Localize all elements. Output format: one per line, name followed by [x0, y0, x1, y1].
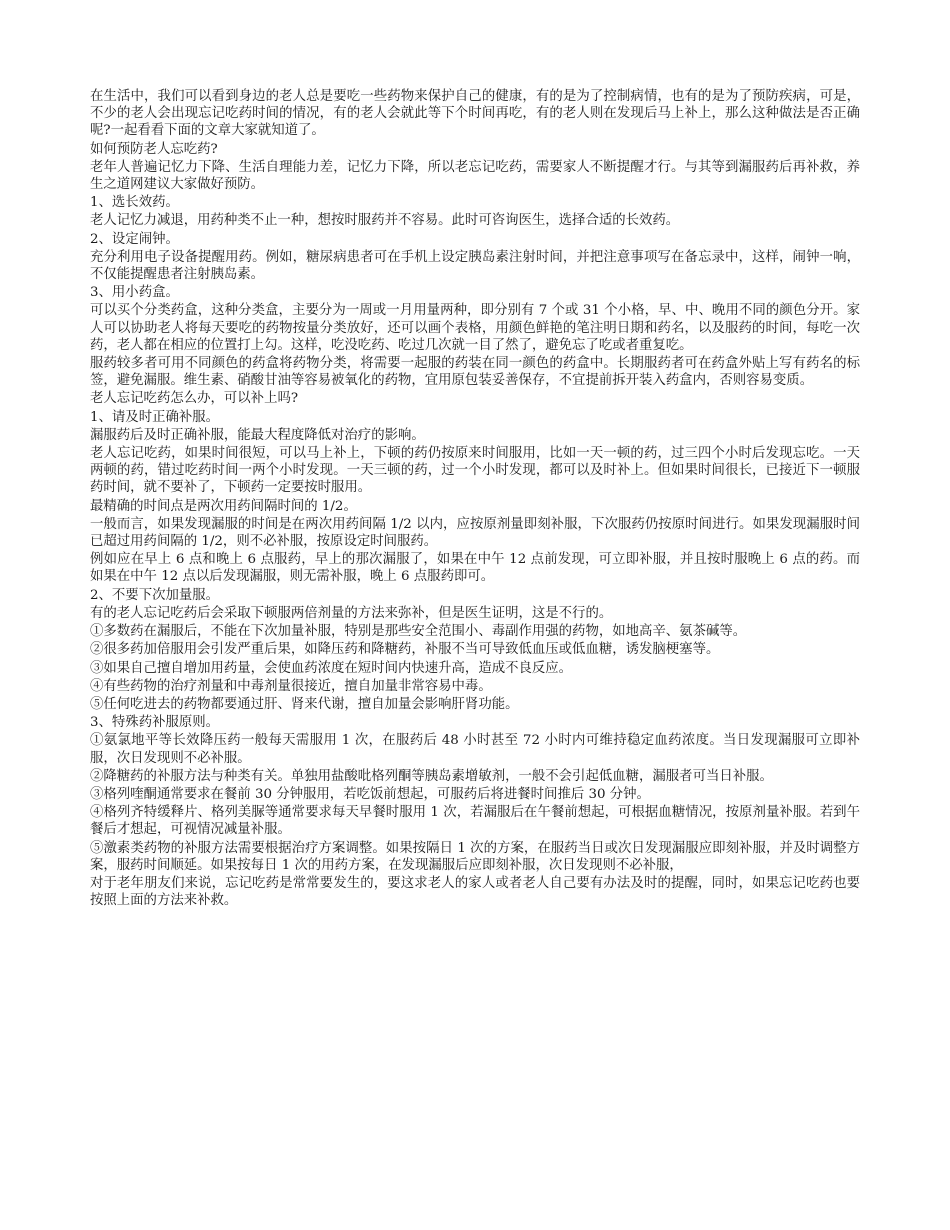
list-item: ⑤任何吃进去的药物都要通过肝、肾来代谢，擅自加量会影响肝肾功能。: [90, 696, 519, 712]
list-item: ④有些药物的治疗剂量和中毒剂量很接近，擅自加量非常容易中毒。: [90, 678, 492, 694]
rule-heading-timely: 1、请及时正确补服。: [90, 409, 220, 425]
rule-text-general: 一般而言，如果发现漏服的时间是在两次用药间隔 1/2 以内，应按原剂量即刻补服，下次服药仍按原时间进行。如果发现漏服时间已超过用药间隔的 1/2，则不必补服，按原设定时间服药。: [90, 516, 860, 550]
tip-heading-pill-box: 3、用小药盒。: [90, 285, 179, 301]
rule-text-timing-examples: 老人忘记吃药，如果时间很短，可以马上补上，下顿的药仍按原来时间服用，比如一天一顿的药，过三四个小时后发现忘吃。一天两顿的药，错过吃药时间一两个小时发现。一天三顿的药，过一个小时发现，都可以及时补上。但如果时间很长，已接近下一顿服药时间，就不要补了，下顿药一定要按时服用。: [90, 446, 860, 496]
tip-heading-long-acting: 1、选长效药。: [90, 195, 179, 211]
intro-paragraph: 在生活中，我们可以看到身边的老人总是要吃一些药物来保护自己的健康，有的是为了控制病情，也有的是为了预防疾病，可是，不少的老人会出现忘记吃药时间的情况，有的老人会就此等下个时间再吃，有的老人则在发现后马上补上，那么这种做法是否正确呢?一起看看下面的文章大家就知道了。: [90, 89, 860, 139]
rule-heading-no-double: 2、不要下次加量服。: [90, 587, 220, 603]
list-item: ③如果自己擅自增加用药量，会使血药浓度在短时间内快速升高，造成不良反应。: [90, 660, 573, 676]
rule-text-no-double: 有的老人忘记吃药后会采取下顿服两倍剂量的方法来弥补，但是医生证明，这是不行的。: [90, 605, 613, 621]
rule-heading-special: 3、特殊药补服原则。: [90, 715, 220, 731]
list-item: ⑤激素类药物的补服方法需要根据治疗方案调整。如果按隔日 1 次的方案，在服药当日或次日发现漏服应即刻补服，并及时调整方案，服药时间顺延。如果按每日 1 次的用药方案，在发现漏服后应即刻补服，次日发现则不必补服，: [90, 840, 860, 873]
rule-text-timely: 漏服药后及时正确补服，能最大程度降低对治疗的影响。: [90, 427, 425, 443]
list-item: ①氨氯地平等长效降压药一般每天需服用 1 次，在服药后 48 小时甚至 72 小时内可维持稳定血药浓度。当日发现漏服可立即补服，次日发现则不必补服。: [90, 733, 860, 766]
section-heading-missed-dose: 老人忘记吃药怎么办，可以补上吗?: [90, 391, 299, 407]
list-item: ③格列喹酮通常要求在餐前 30 分钟服用，若吃饭前想起，可服药后将进餐时间推后 30 分钟。: [90, 786, 650, 802]
rule-text-example: 例如应在早上 6 点和晚上 6 点服药，早上的那次漏服了，如果在中午 12 点前发现，可立即补服，并且按时服晚上 6 点的药。而如果在中午 12 点以后发现漏服，则无需补服，晚上 6 点服药即可。: [90, 552, 860, 585]
rule-text-half-interval: 最精确的时间点是两次用药间隔时间的 1/2。: [90, 498, 357, 514]
list-item: ①多数药在漏服后，不能在下次加量补服，特别是那些安全范围小、毒副作用强的药物，如地高辛、氨茶碱等。: [90, 624, 747, 640]
prevention-intro-paragraph: 老年人普遍记忆力下降、生活自理能力差，记忆力下降，所以老忘记吃药，需要家人不断提醒才行。与其等到漏服药后再补救，养生之道网建议大家做好预防。: [90, 159, 860, 193]
closing-paragraph: 对于老年朋友们来说，忘记吃药是常常要发生的，要这求老人的家人或者老人自己要有办法及时的提醒，同时，如果忘记吃药也要按照上面的方法来补救。: [90, 875, 860, 909]
tip-text-alarm: 充分利用电子设备提醒用药。例如，糖尿病患者可在手机上设定胰岛素注射时间，并把注意事项写在备忘录中，这样，闹钟一响，不仅能提醒患者注射胰岛素。: [90, 249, 860, 283]
tip-text-long-acting: 老人记忆力减退，用药种类不止一种，想按时服药并不容易。此时可咨询医生，选择合适的长效药。: [90, 213, 680, 229]
section-heading-prevention: 如何预防老人忘吃药?: [90, 141, 218, 157]
list-item: ②很多药加倍服用会引发严重后果，如降压药和降糖药，补服不当可导致低血压或低血糖，诱发脑梗塞等。: [90, 642, 720, 658]
list-item: ④格列齐特缓释片、格列美脲等通常要求每天早餐时服用 1 次，若漏服后在午餐前想起，可根据血糖情况，按原剂量补服。若到午餐后才想起，可视情况减量补服。: [90, 805, 860, 838]
tip-heading-alarm: 2、设定闹钟。: [90, 231, 179, 247]
tip-text-pill-box: 可以买个分类药盒，这种分类盒，主要分为一周或一月用量两种，即分别有 7 个或 31 个小格，早、中、晚用不同的颜色分开。家人可以协助老人将每天要吃的药物按量分类放好，还可以画个表格，用颜色鲜艳的笔注明日期和药名，以及服药的时间，每吃一次药，老人都在相应的位置打上勾。这样，吃没吃药、吃过几次就一目了然了，避免忘了吃或者重复吃。: [90, 303, 860, 353]
list-item: ②降糖药的补服方法与种类有关。单独用盐酸吡格列酮等胰岛素增敏剂，一般不会引起低血糖，漏服者可当日补服。: [90, 768, 773, 784]
tip-text-pill-box-colors: 服药较多者可用不同颜色的药盒将药物分类，将需要一起服的药装在同一颜色的药盒中。长期服药者可在药盒外贴上写有药名的标签，避免漏服。维生素、硝酸甘油等容易被氧化的药物，宜用原包装妥善保存，不宜提前拆开装入药盒内，否则容易变质。: [90, 356, 860, 389]
article-body: [90, 88, 860, 910]
